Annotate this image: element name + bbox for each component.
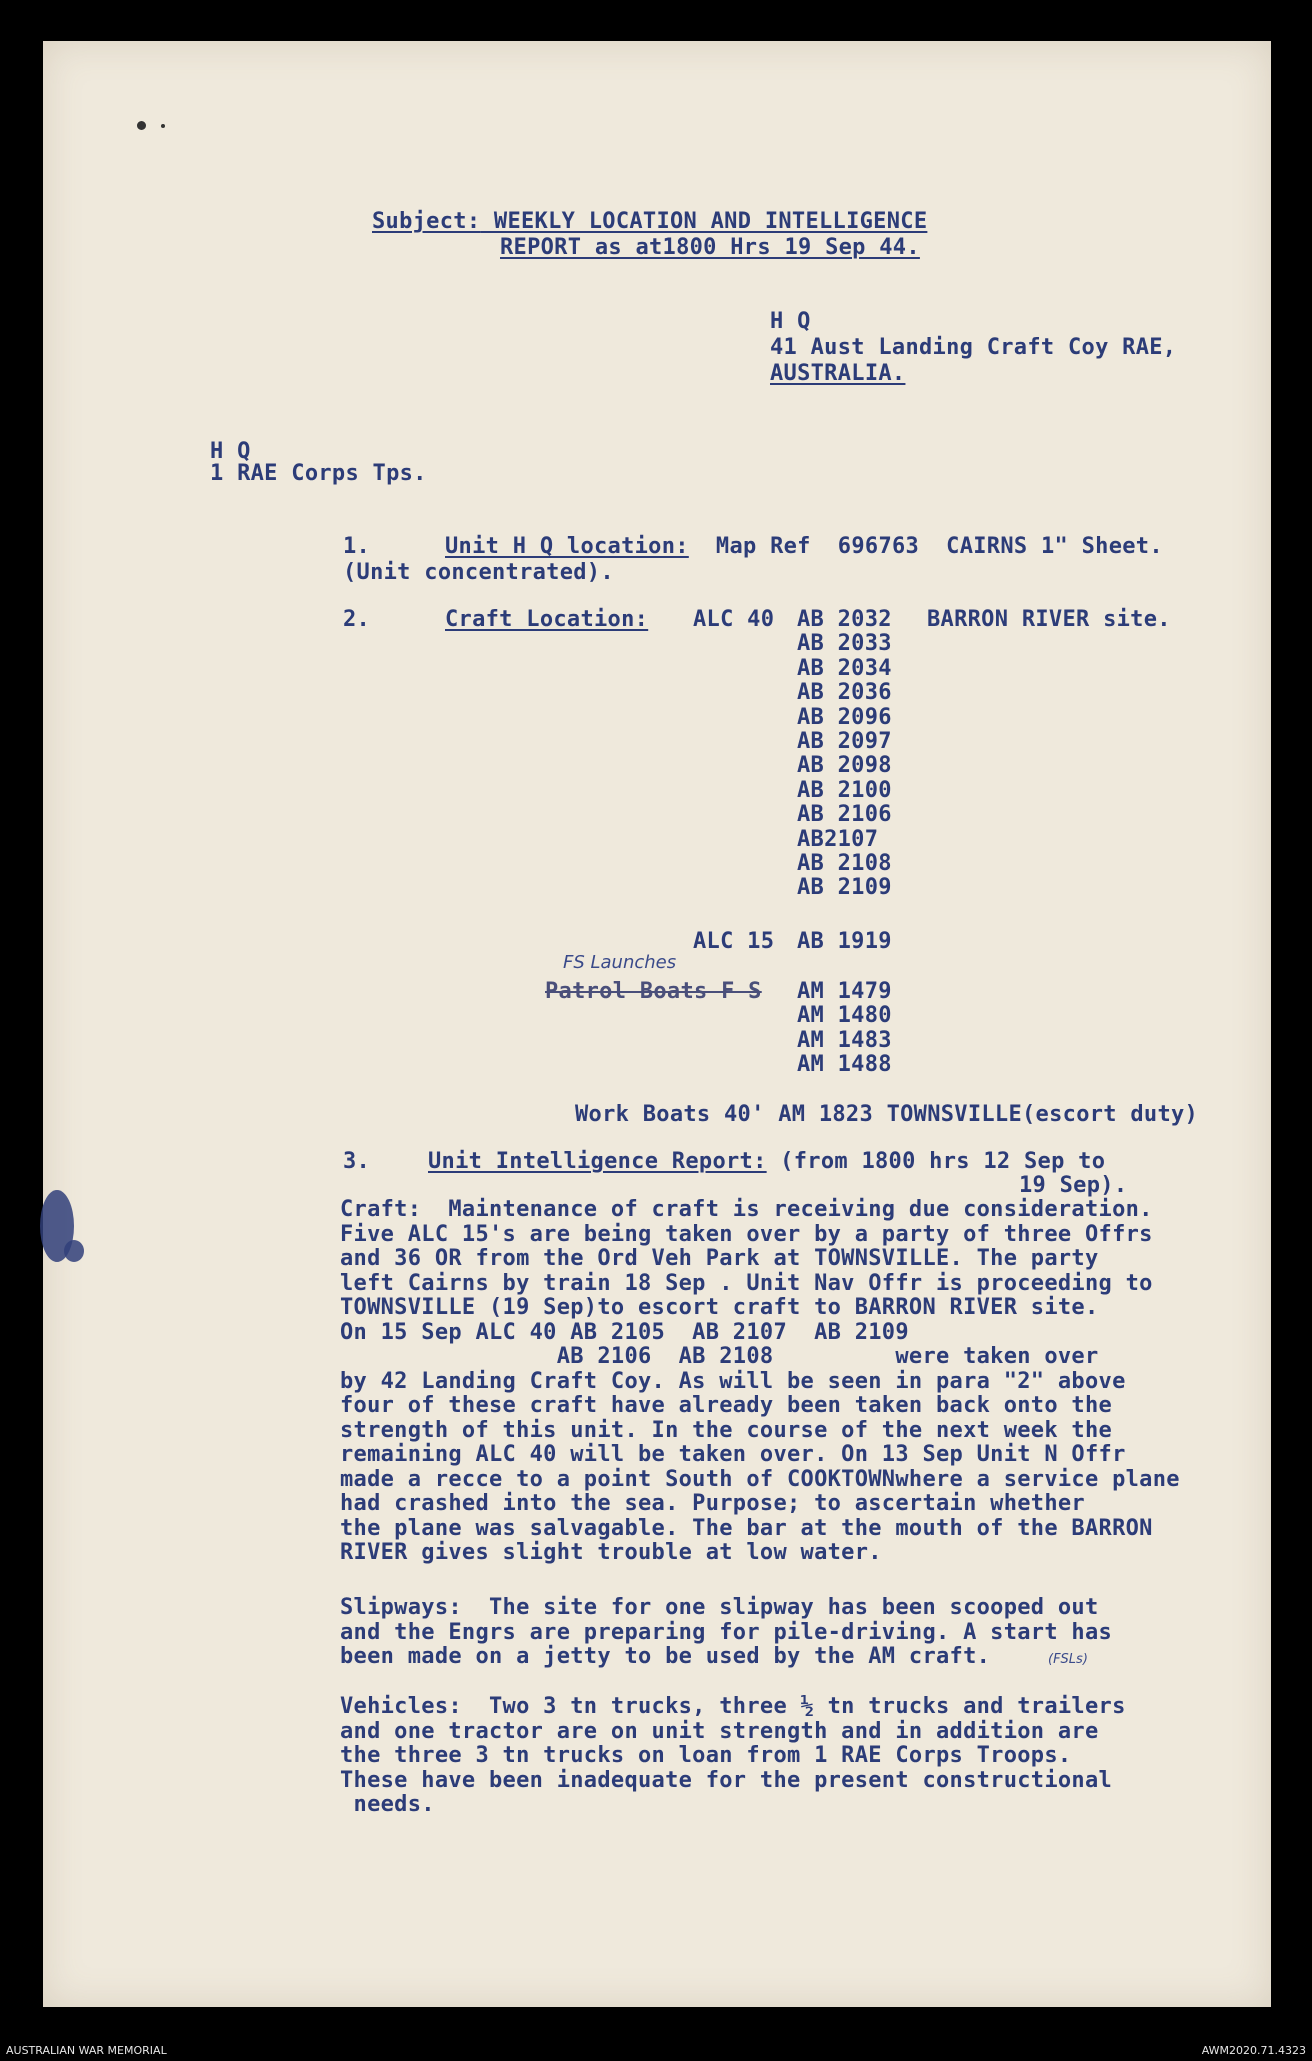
alc40-craft-item: AB 2106 — [797, 802, 892, 828]
punch-hole-speck — [137, 121, 146, 130]
to-unit: 1 RAE Corps Tps. — [210, 461, 427, 486]
alc15-craft: AB 1919 — [797, 929, 892, 954]
alc40-craft-item: AB 2109 — [797, 875, 892, 901]
handwritten-fs-launches: FS Launches — [563, 952, 677, 973]
para2-heading: Craft Location: — [445, 607, 649, 632]
para3-period: (from 1800 hrs 12 Sep to — [766, 1149, 1106, 1174]
footer-source: AUSTRALIAN WAR MEMORIAL — [6, 2044, 167, 2057]
alc40-craft-item: AB 2108 — [797, 851, 892, 876]
patrol-boats-label: Patrol Boats F S — [545, 979, 762, 1004]
vehicles-text-line: and one tractor are on unit strength and in addition are — [340, 1718, 1099, 1744]
craft-text-line: Five ALC 15's are being taken over by a party of three Offrs — [340, 1221, 1153, 1247]
slipways-text-line: Slipways: The site for one slipway has been scooped out — [340, 1595, 1099, 1620]
craft-text-line: RIVER gives slight trouble at low water. — [340, 1540, 882, 1565]
craft-text-line: remaining ALC 40 will be taken over. On 13 Sep Unit N Offr — [340, 1442, 1126, 1467]
alc40-craft-item: AB 2098 — [797, 753, 892, 779]
handwritten-fsls: (FSLs) — [1048, 1652, 1088, 1667]
alc40-craft-item: AB 2033 — [797, 631, 892, 657]
para3-line — [428, 1150, 1105, 1174]
slipways-text-line: been made on a jetty to be used by the AM craft. — [340, 1644, 991, 1669]
craft-text-line: made a recce to a point South of COOKTOWNwhere a service plane — [340, 1466, 1180, 1492]
para3-heading: Unit Intelligence Report: — [428, 1149, 767, 1174]
craft-text-line: TOWNSVILLE (19 Sep)to escort craft to BARRON RIVER site. — [340, 1295, 1099, 1320]
ink-blot-small — [64, 1240, 84, 1262]
slipways-text-line: and the Engrs are preparing for pile-driving. A start has — [340, 1619, 1113, 1645]
footer-reference: AWM2020.71.4323 — [1201, 2044, 1306, 2057]
from-unit: 41 Aust Landing Craft Coy RAE, — [770, 335, 1177, 360]
para1-number: 1. — [343, 534, 371, 559]
para3-period2: 19 Sep). — [1019, 1173, 1128, 1198]
craft-text-line: On 15 Sep ALC 40 AB 2105 AB 2107 AB 2109 — [340, 1319, 909, 1345]
para1-text2: (Unit concentrated). — [343, 560, 614, 585]
craft-text-line: AB 2106 AB 2108 were taken over — [340, 1344, 1099, 1369]
craft-text-line: the plane was salvagable. The bar at the mouth of the BARRON — [340, 1515, 1153, 1541]
vehicles-text-line: needs. — [340, 1792, 435, 1817]
patrol-craft-item: AM 1488 — [797, 1052, 892, 1078]
para3-number: 3. — [343, 1149, 371, 1174]
vehicles-text-line: Vehicles: Two 3 tn trucks, three ½ tn trucks and trailers — [340, 1694, 1126, 1719]
alc40-craft-item: AB 2032 — [797, 607, 892, 632]
alc40-craft-item: AB 2100 — [797, 777, 892, 803]
alc40-craft-item: AB 2096 — [797, 704, 892, 730]
alc40-label: ALC 40 — [693, 607, 775, 632]
vehicles-text-line: the three 3 tn trucks on loan from 1 RAE Corps Troops. — [340, 1743, 1072, 1768]
alc40-craft-item: AB 2097 — [797, 729, 892, 754]
to-hq: H Q — [210, 439, 251, 464]
craft-text-line: Craft: Maintenance of craft is receiving due consideration. — [340, 1197, 1153, 1222]
subject-heading-line2: REPORT as at1800 Hrs 19 Sep 44. — [500, 235, 920, 260]
from-hq: H Q — [770, 309, 811, 334]
alc40-craft-item: AB 2034 — [797, 655, 892, 681]
craft-text-line: had crashed into the sea. Purpose; to ascertain whether — [340, 1491, 1085, 1516]
patrol-craft-item: AM 1479 — [797, 979, 892, 1004]
subject-heading: Subject: WEEKLY LOCATION AND INTELLIGENCE — [372, 209, 928, 234]
craft-text-line: by 42 Landing Craft Coy. As will be seen in para "2" above — [340, 1368, 1126, 1394]
speck — [161, 124, 165, 128]
craft-text-line: strength of this unit. In the course of the next week the — [340, 1417, 1113, 1443]
patrol-craft-item: AM 1483 — [797, 1027, 892, 1053]
patrol-craft-item: AM 1480 — [797, 1003, 892, 1029]
barron-site-label: BARRON RIVER site. — [927, 607, 1171, 632]
craft-text-line: and 36 OR from the Ord Veh Park at TOWNSVILLE. The party — [340, 1246, 1099, 1271]
craft-text-line: four of these craft have already been taken back onto the — [340, 1393, 1113, 1418]
para1-text: Map Ref 696763 CAIRNS 1" Sheet. — [688, 534, 1163, 559]
alc15-label: ALC 15 — [693, 929, 775, 954]
alc40-craft-item: AB 2036 — [797, 680, 892, 706]
vehicles-text-line: These have been inadequate for the present constructional — [340, 1767, 1113, 1793]
alc40-craft-item: AB2107 — [797, 826, 879, 852]
para2-number: 2. — [343, 607, 371, 632]
para1-heading: Unit H Q location: — [445, 534, 689, 559]
from-country: AUSTRALIA. — [770, 361, 906, 386]
para1-line — [445, 535, 1163, 559]
craft-text-line: left Cairns by train 18 Sep . Unit Nav Offr is proceeding to — [340, 1270, 1153, 1296]
workboats-line: Work Boats 40' AM 1823 TOWNSVILLE(escort duty) — [575, 1102, 1199, 1127]
